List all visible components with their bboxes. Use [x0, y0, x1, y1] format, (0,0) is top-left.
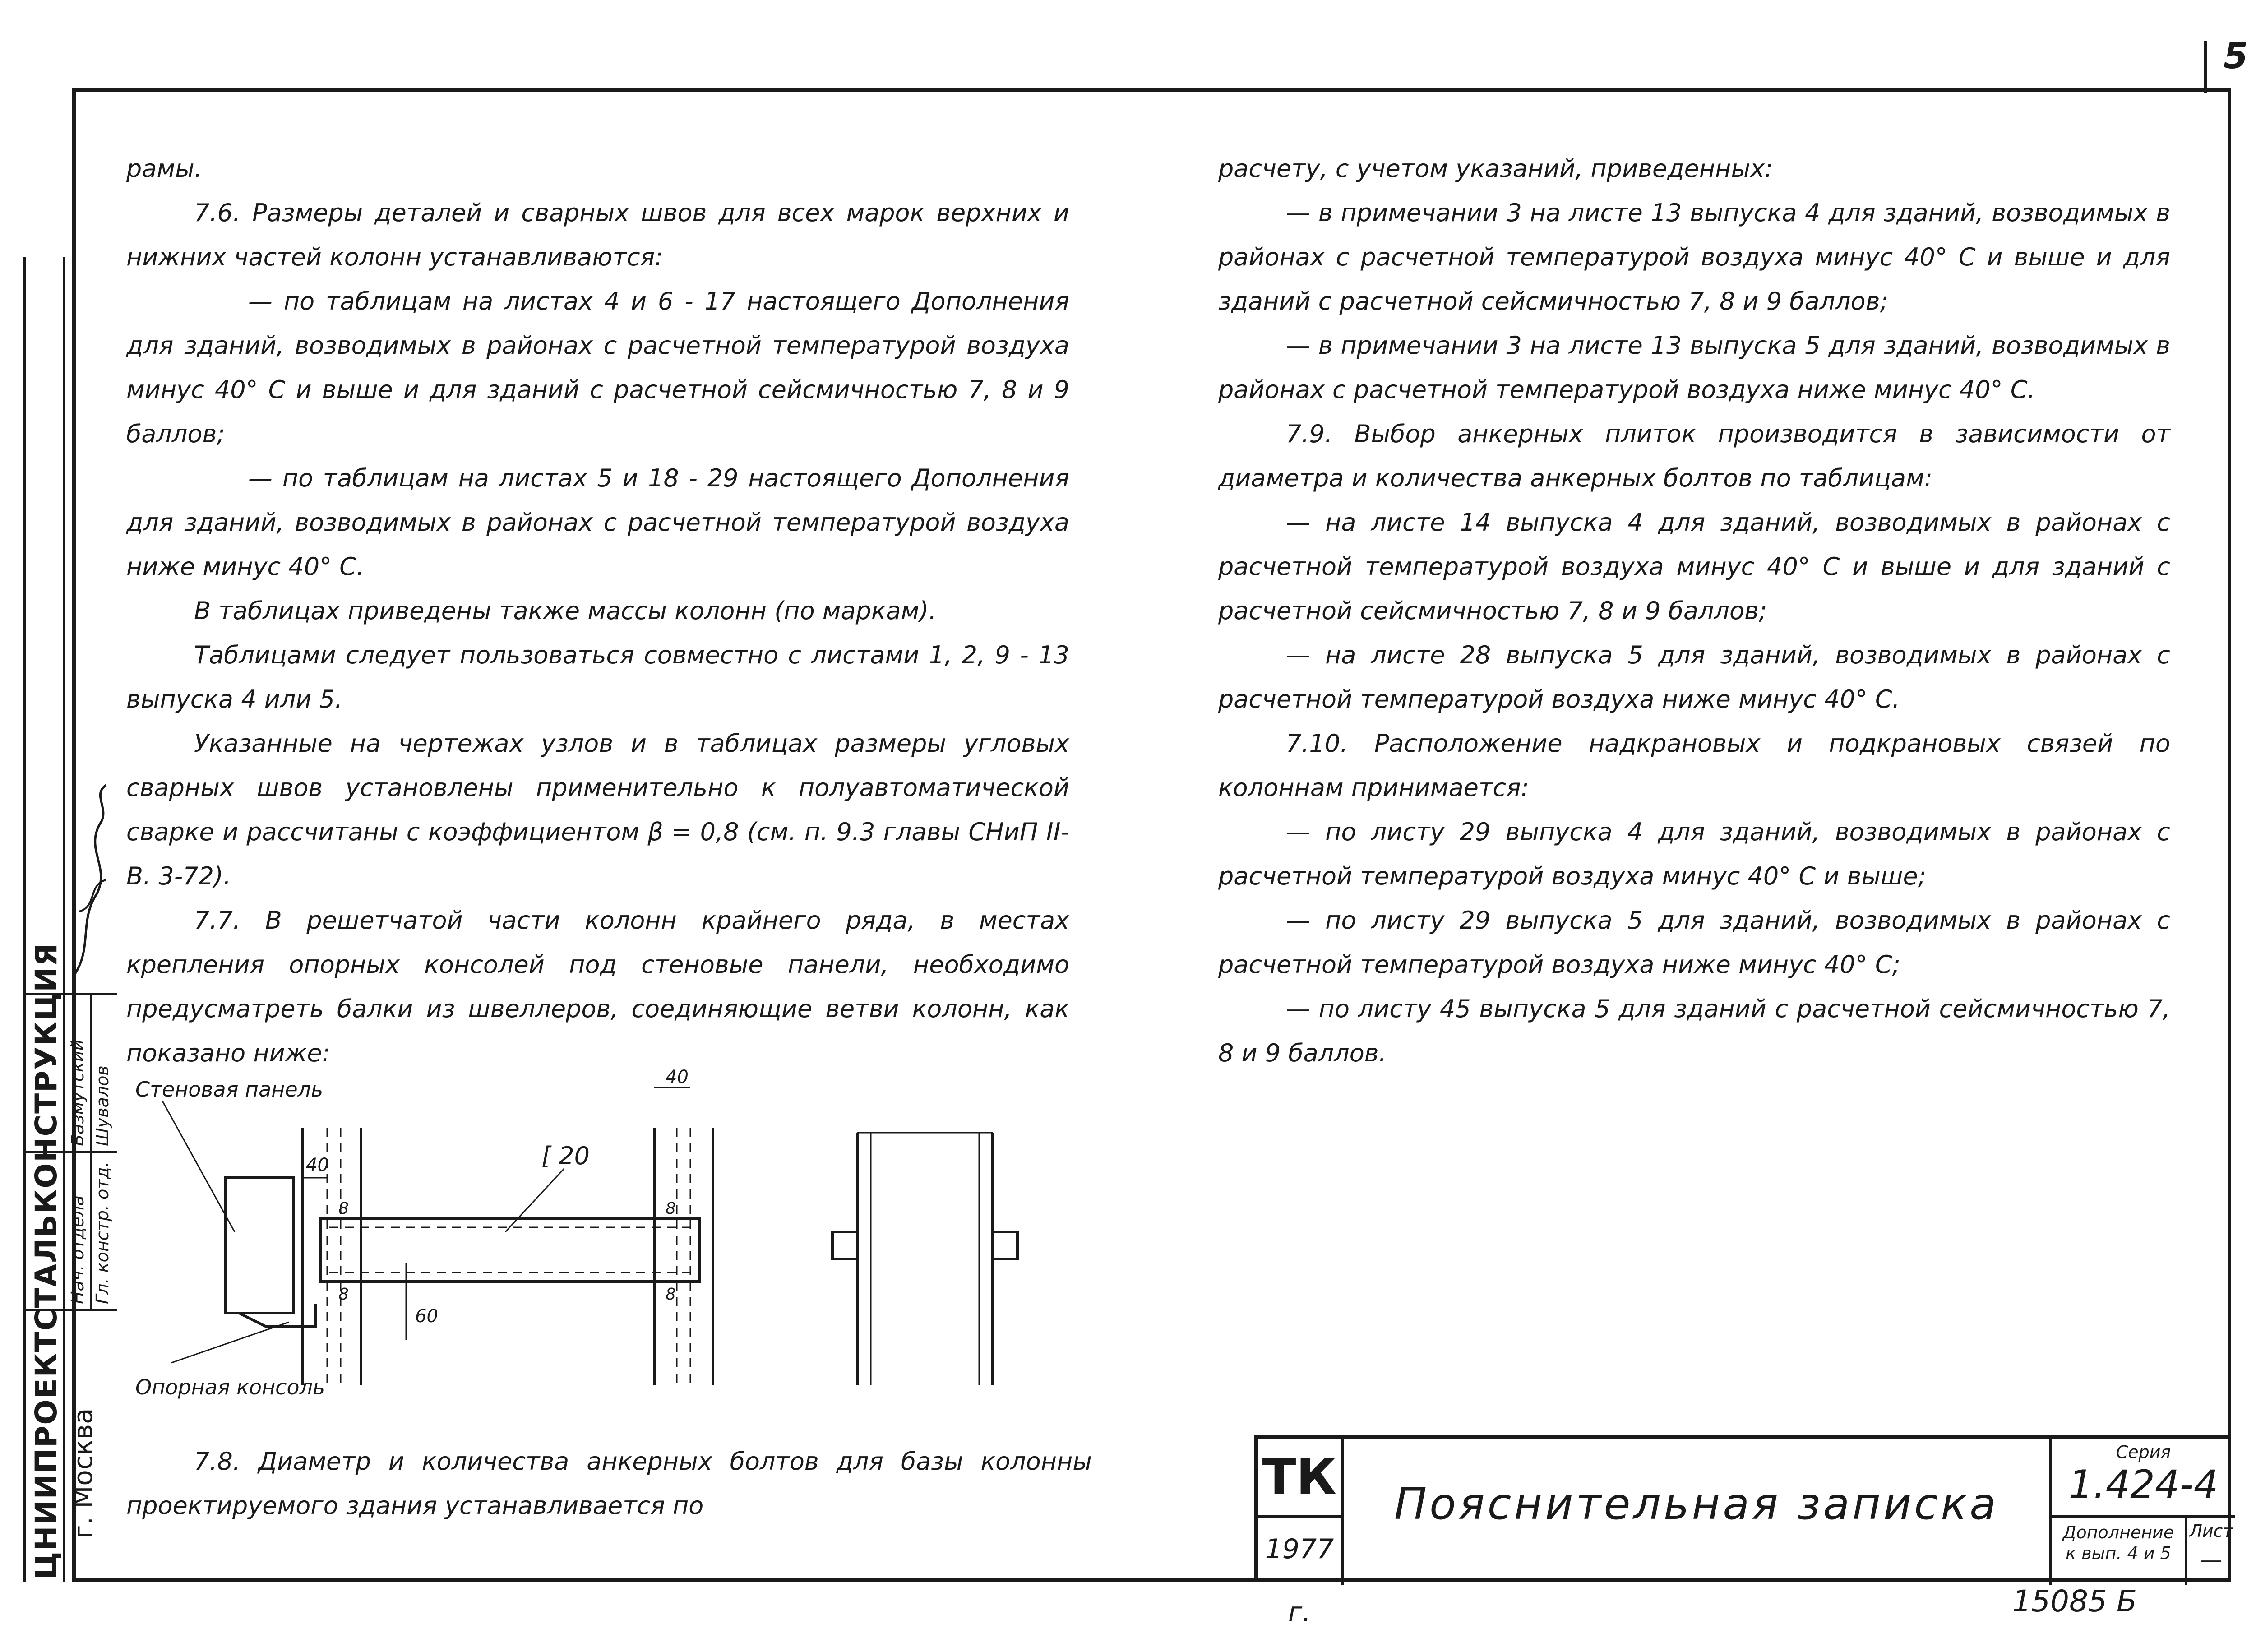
paragraph: расчету, с учетом указаний, приведенных:	[1218, 154, 1773, 183]
list-item: — в примечании 3 на листе 13 выпуска 5 для зданий, возводимых в районах с расчетной температурой воздуха ниже минус 40° С.	[1218, 331, 2170, 404]
section-7-6: 7.6. Размеры деталей и сварных швов для всех марок верхних и нижних частей колонн устанавливаются:	[126, 199, 1069, 271]
wall-panel-label: Стеновая панель	[135, 1077, 324, 1101]
sheet-label: Лист	[2189, 1521, 2233, 1541]
weld-size-label: 8	[666, 1199, 676, 1218]
list-item: — по листу 45 выпуска 5 для зданий с расчетной сейсмичностью 7, 8 и 9 баллов.	[1218, 995, 2170, 1067]
series-number: 1.424-4	[2068, 1462, 2219, 1507]
page-number-divider	[2204, 41, 2207, 93]
list-item: — на листе 28 выпуска 5 для зданий, возводимых в районах с расчетной температурой воздуха ниже минус 40° С.	[1218, 641, 2170, 713]
section-7-8: 7.8. Диаметр и количества анкерных болтов для базы колонны проектируемого здания устанавливается по	[126, 1447, 1092, 1520]
role-chief: Гл. констр. отд.	[92, 1161, 112, 1304]
name-chief: Шувалов	[92, 1065, 112, 1146]
list-item: — в примечании 3 на листе 13 выпуска 4 для зданий, возводимых в районах с расчетной температурой воздуха минус 40° С и выше и для зданий с расчетной сейсмичностью 7, 8 и 9 баллов;	[1218, 199, 2170, 315]
series-label: Серия	[2116, 1442, 2171, 1462]
document-title: Пояснительная записка	[1394, 1479, 1999, 1529]
supplement-note: Дополнение к вып. 4 и 5	[2062, 1522, 2174, 1563]
inventory-number: 15085 Б	[2012, 1584, 2137, 1619]
paragraph: Указанные на чертежах узлов и в таблицах размеры угловых сварных швов установлены применительно к полуавтоматической сварке и рассчитаны с коэффициентом β = 0,8 (см. п. 9.3 главы СНиП II-В. 3-72).	[126, 729, 1069, 890]
paragraph: Таблицами следует пользоваться совместно с листами 1, 2, 9 - 13 выпуска 4 или 5.	[126, 641, 1069, 713]
section-7-7: 7.7. В решетчатой части колонн крайнего ряда, в местах крепления опорных консолей под стеновые панели, необходимо предусматреть балки из швеллеров, соединяющие ветви колонн, как показано ниже:	[126, 906, 1069, 1067]
tk-mark: ТК	[1262, 1448, 1337, 1506]
weld-size-label: 8	[338, 1199, 349, 1218]
weld-size-label: 8	[338, 1285, 349, 1304]
role-head: Нач. отдела	[68, 1195, 88, 1304]
side-stamp	[23, 257, 117, 1582]
section-7-9: 7.9. Выбор анкерных плиток производится в зависимости от диаметра и количества анкерных болтов по таблицам:	[1218, 420, 2170, 492]
section-7-10: 7.10. Расположение надкрановых и подкрановых связей по колоннам принимается:	[1218, 729, 2170, 802]
column-detail-drawing	[135, 1069, 1083, 1430]
city-name: г. Москва	[68, 1408, 98, 1539]
dim-60: 60	[415, 1306, 438, 1327]
list-item: — по таблицам на листах 5 и 18 - 29 настоящего Дополнения для зданий, возводимых в районах с расчетной температурой воздуха ниже минус 40° С.	[126, 464, 1069, 581]
paragraph: В таблицах приведены также массы колонн (по маркам).	[194, 597, 937, 625]
page-number: 5	[2223, 36, 2248, 77]
list-item: — по таблицам на листах 4 и 6 - 17 настоящего Дополнения для зданий, возводимых в районах с расчетной температурой воздуха минус 40° С и выше и для зданий с расчетной сейсмичностью 7, 8 и 9 баллов;	[126, 287, 1069, 448]
paragraph: рамы.	[126, 154, 202, 183]
list-item: — по листу 29 выпуска 5 для зданий, возводимых в районах с расчетной температурой воздуха ниже минус 40° С;	[1218, 906, 2170, 979]
list-item: — по листу 29 выпуска 4 для зданий, возводимых в районах с расчетной температурой воздуха минус 40° С и выше;	[1218, 818, 2170, 890]
org-name: ЦНИИПРОЕКТСТАЛЬКОНСТРУКЦИЯ	[29, 942, 64, 1579]
signature	[65, 776, 115, 988]
right-column	[1218, 147, 2170, 1075]
dim-40-top: 40	[666, 1069, 689, 1087]
weld-size-label: 8	[666, 1285, 676, 1304]
year: 1977 г.	[1265, 1533, 1334, 1628]
channel-label: [ 20	[541, 1142, 590, 1170]
dim-40-left: 40	[306, 1155, 329, 1175]
list-item: — на листе 14 выпуска 4 для зданий, возводимых в районах с расчетной температурой воздуха минус 40° С и выше и для зданий с расчетной сейсмичностью 7, 8 и 9 баллов;	[1218, 508, 2170, 625]
name-head: Базмутский	[68, 1039, 88, 1146]
console-label: Опорная консоль	[135, 1375, 325, 1399]
sheet-number: —	[2200, 1547, 2222, 1573]
